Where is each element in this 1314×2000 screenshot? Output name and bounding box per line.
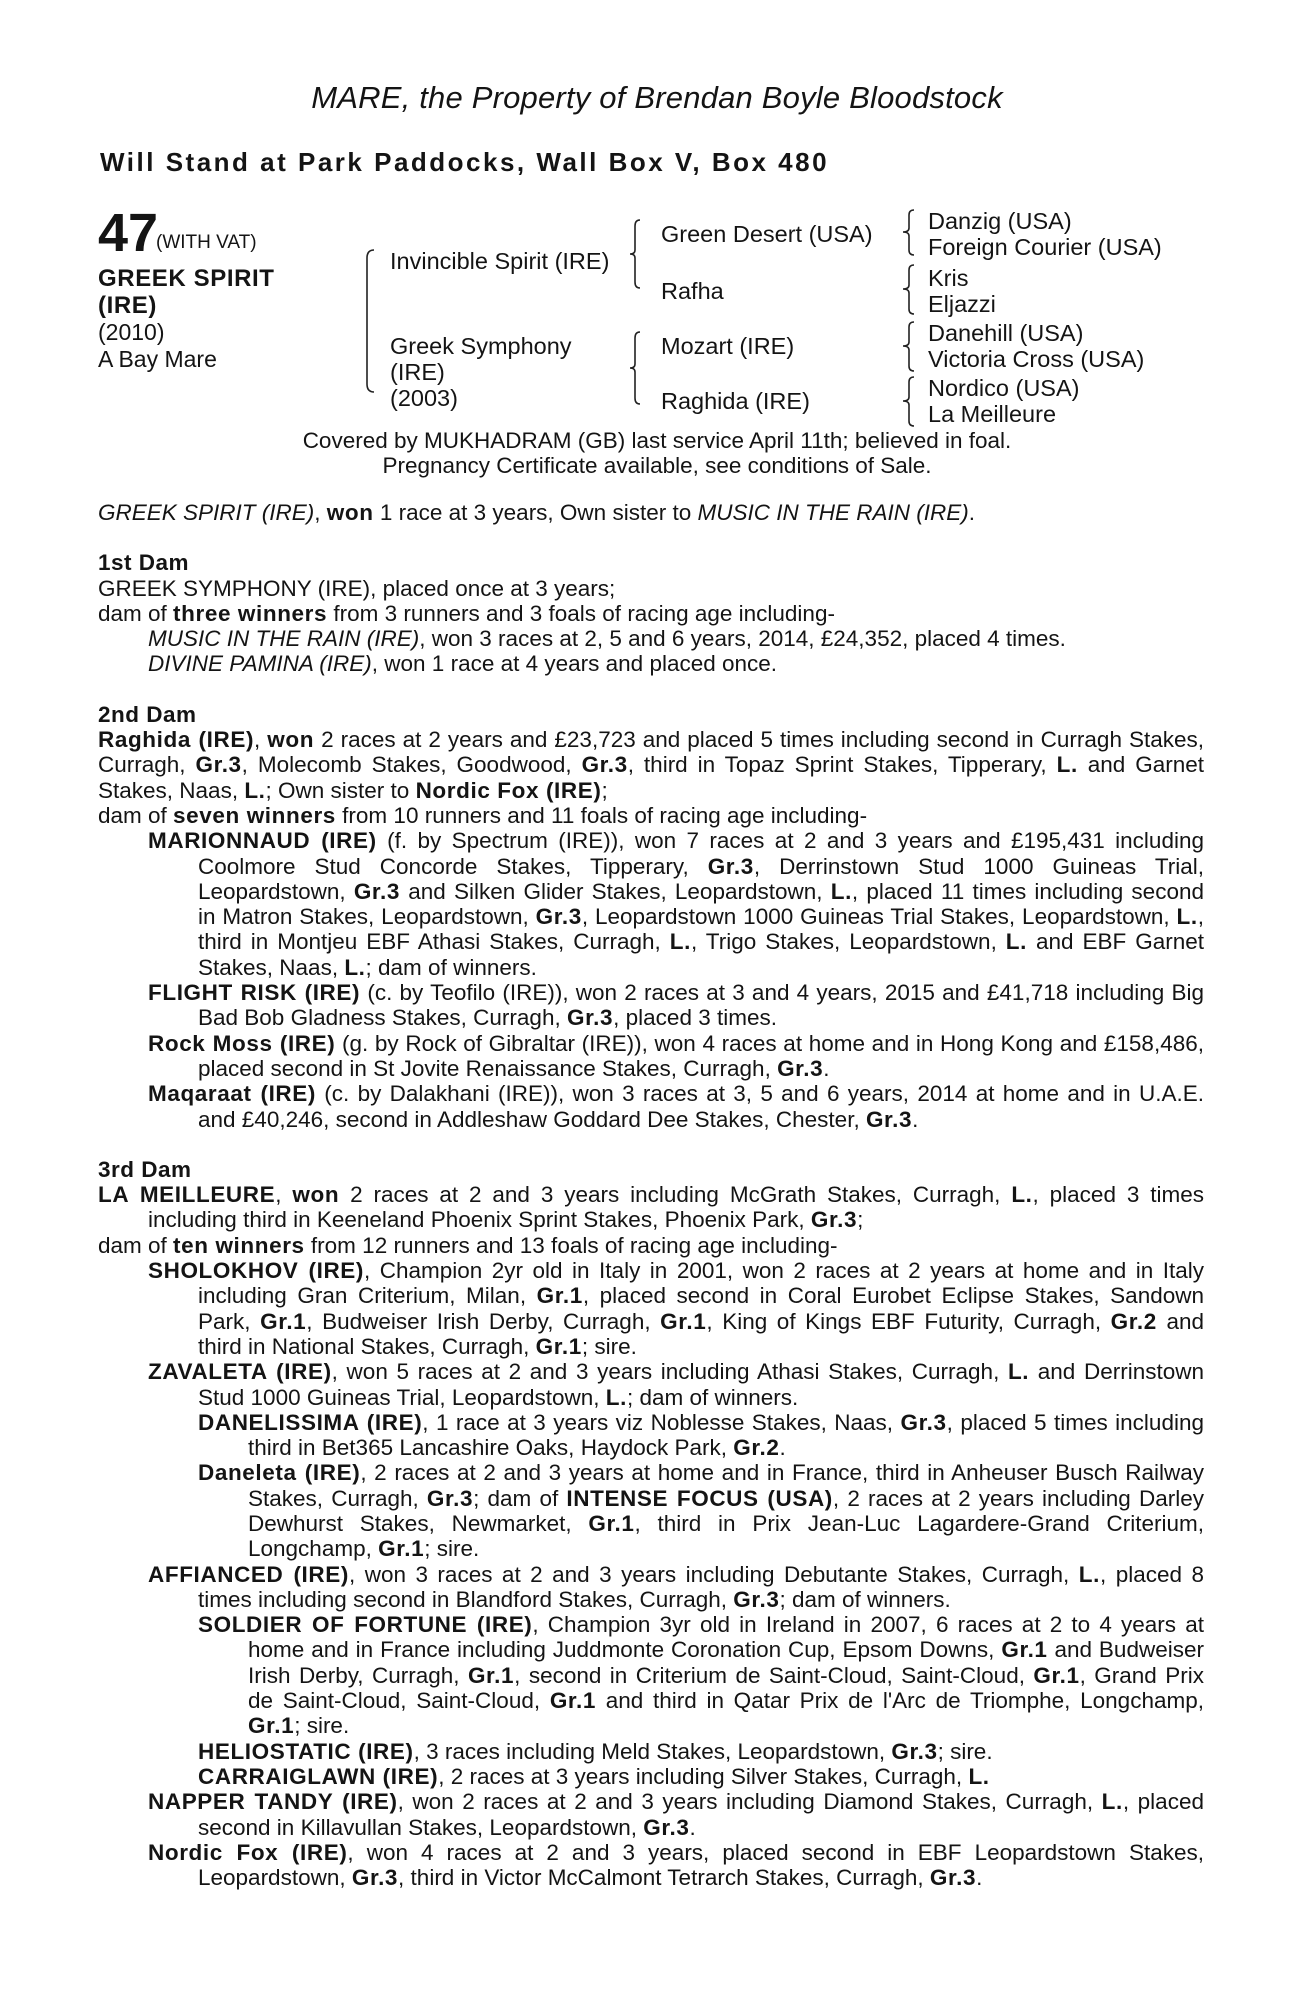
- dam3-la-meilleure: LA MEILLEURE, won 2 races at 2 and 3 years including McGrath Stakes, Curragh, L., placed 3 times including third in Keeneland Phoenix Sprint Stakes, Phoenix Park, Gr.3;: [98, 1182, 1204, 1233]
- pedigree-dam-line1: Greek Symphony: [390, 333, 572, 359]
- dam2-foal-rock-moss: Rock Moss (IRE) (g. by Rock of Gibraltar (IRE)), won 4 races at home and in Hong Kong and £158,486, placed second in St Jovite Renaissance Stakes, Curragh, Gr.3.: [148, 1030, 1204, 1081]
- pedigree-sire-dam: Rafha: [661, 278, 724, 304]
- dam3-grandfoal-carraiglawn: CARRAIGLAWN (IRE), 2 races at 3 years including Silver Stakes, Curragh, L.: [198, 1763, 990, 1789]
- mozart-bracket: [900, 320, 920, 374]
- pedigree-dam-sire: Mozart (IRE): [661, 333, 795, 359]
- pedigree-sire: Invincible Spirit (IRE): [390, 248, 610, 274]
- pedigree-sss: Danzig (USA): [928, 208, 1072, 234]
- dam2-raghida: Raghida (IRE), won 2 races at 2 years and £23,723 and placed 5 times including second in Curragh Stakes, Curragh, Gr.3, Molecomb Stakes, Goodwood, Gr.3, third in Topaz Sprint Stakes, Tipperary, L. and Garnet Stakes, Naas, L.; Own sister to Nordic Fox (IRE);: [98, 727, 1205, 803]
- raghida-bracket: [900, 375, 920, 429]
- dam3-produce: dam of ten winners from 12 runners and 13 foals of racing age including-: [98, 1232, 838, 1258]
- horse-description: A Bay Mare: [98, 346, 217, 372]
- covered-note: [0, 428, 1314, 478]
- pedigree-dsd: Victoria Cross (USA): [928, 346, 1145, 372]
- pedigree-dam-line3: (2003): [390, 385, 458, 411]
- covered-line1: Covered by MUKHADRAM (GB) last service April 11th; believed in foal.: [302, 428, 1012, 453]
- pedigree-dam-line2: (IRE): [390, 359, 445, 385]
- dam3-grandfoal-soldier-of-fortune: SOLDIER OF FORTUNE (IRE), Champion 3yr old in Ireland in 2007, 6 races at 2 to 4 years at home and in France including Juddmonte Coronation Cup, Epsom Downs, Gr.1 and Budweiser Irish Derby, Curragh, Gr.1, second in Criterium de Saint-Cloud, Saint-Cloud, Gr.1, Grand Prix de Saint-Cloud, Saint-Cloud, Gr.1 and third in Qatar Prix de l'Arc de Triomphe, Longchamp, Gr.1; sire.: [198, 1612, 1204, 1739]
- intro-line: GREEK SPIRIT (IRE), won 1 race at 3 years, Own sister to MUSIC IN THE RAIN (IRE).: [98, 500, 976, 525]
- rafha-bracket: [900, 263, 920, 317]
- dam3-grandfoal-heliostatic: HELIOSTATIC (IRE), 3 races including Meld Stakes, Leopardstown, Gr.3; sire.: [198, 1738, 993, 1764]
- dam2-heading: 2nd Dam: [98, 701, 197, 727]
- page-title: MARE, the Property of Brendan Boyle Bloodstock: [311, 80, 1003, 115]
- pedigree-sire-sire: Green Desert (USA): [661, 221, 873, 247]
- dam3-foal-zavaleta: ZAVALETA (IRE), won 5 races at 2 and 3 years including Athasi Stakes, Curragh, L. and Derrinstown Stud 1000 Guineas Trial, Leopardstown, L.; dam of winners.: [148, 1359, 1204, 1410]
- dam1-foal-divine: DIVINE PAMINA (IRE), won 1 race at 4 years and placed once.: [148, 651, 778, 677]
- dam3-foal-sholokhov: SHOLOKHOV (IRE), Champion 2yr old in Italy in 2001, won 2 races at 2 years at home and in Italy including Gran Criterium, Milan, Gr.1, placed second in Coral Eurobet Eclipse Stakes, Sandown Park, Gr.1, Budweiser Irish Derby, Curragh, Gr.1, King of Kings EBF Futurity, Curragh, Gr.2 and third in National Stakes, Curragh, Gr.1; sire.: [148, 1258, 1204, 1359]
- pedigree-sds: Kris: [928, 265, 969, 291]
- dam1-produce: dam of three winners from 3 runners and 3 foals of racing age including-: [98, 600, 835, 626]
- dam1-foal-music: MUSIC IN THE RAIN (IRE), won 3 races at 2, 5 and 6 years, 2014, £24,352, placed 4 times.: [148, 626, 1066, 652]
- sire-dam-bracket: [362, 248, 376, 394]
- dam-bracket: [628, 330, 648, 406]
- covered-line2: Pregnancy Certificate available, see conditions of Sale.: [382, 453, 932, 478]
- dam1-heading: 1st Dam: [98, 550, 190, 576]
- sire-bracket: [628, 218, 648, 290]
- dam2-foal-maqaraat: Maqaraat (IRE) (c. by Dalakhani (IRE)), won 3 races at 3, 5 and 6 years, 2014 at home and in U.A.E. and £40,246, second in Addleshaw Goddard Dee Stakes, Chester, Gr.3.: [148, 1081, 1204, 1132]
- dam3-grandfoal-danelissima: DANELISSIMA (IRE), 1 race at 3 years viz Noblesse Stakes, Naas, Gr.3, placed 5 times including third in Bet365 Lancashire Oaks, Haydock Park, Gr.2.: [198, 1409, 1204, 1461]
- dam2-foal-marionnaud: MARIONNAUD (IRE) (f. by Spectrum (IRE)), won 7 races at 2 and 3 years and £195,431 including Coolmore Stud Concorde Stakes, Tipperary, Gr.3, Derrinstown Stud 1000 Guineas Trial, Leopardstown, Gr.3 and Silken Glider Stakes, Leopardstown, L., placed 11 times including second in Matron Stakes, Leopardstown, Gr.3, Leopardstown 1000 Guineas Trial Stakes, Leopardstown, L., third in Montjeu EBF Athasi Stakes, Curragh, L., Trigo Stakes, Leopardstown, L. and EBF Garnet Stakes, Naas, L.; dam of winners.: [148, 828, 1205, 980]
- pedigree-dam: [390, 333, 572, 411]
- catalogue-body: [98, 500, 1204, 1890]
- pedigree-dds: Nordico (USA): [928, 375, 1080, 401]
- dam3-grandfoal-daneleta: Daneleta (IRE), 2 races at 2 and 3 years at home and in France, third in Anheuser Busch Railway Stakes, Curragh, Gr.3; dam of INTENSE FOCUS (USA), 2 races at 2 years including Darley Dewhurst Stakes, Newmarket, Gr.1, third in Prix Jean-Luc Lagardere-Grand Criterium, Longchamp, Gr.1; sire.: [198, 1460, 1205, 1562]
- pedigree-sdd: Eljazzi: [928, 291, 996, 317]
- pedigree-dam-dam: Raghida (IRE): [661, 388, 810, 414]
- green-desert-bracket: [900, 208, 920, 258]
- pedigree-dss: Danehill (USA): [928, 320, 1084, 346]
- lot-number: 47: [98, 203, 159, 263]
- pedigree-ssd: Foreign Courier (USA): [928, 234, 1162, 260]
- horse-year: (2010): [98, 319, 165, 345]
- vat-note: (WITH VAT): [156, 232, 257, 253]
- horse-name-line1: GREEK SPIRIT: [98, 265, 275, 292]
- dam3-foal-nordic-fox: Nordic Fox (IRE), won 4 races at 2 and 3 years, placed second in EBF Leopardstown Stakes, Leopardstown, Gr.3, third in Victor McCalmont Tetrarch Stakes, Curragh, Gr.3.: [148, 1839, 1204, 1891]
- pedigree-ddd: La Meilleure: [928, 401, 1057, 427]
- dam2-produce: dam of seven winners from 10 runners and 11 foals of racing age including-: [98, 802, 868, 828]
- horse-block: [98, 265, 275, 373]
- horse-name-line2: (IRE): [98, 292, 157, 319]
- dam1-line: GREEK SYMPHONY (IRE), placed once at 3 years;: [98, 575, 616, 601]
- dam3-foal-affianced: AFFIANCED (IRE), won 3 races at 2 and 3 years including Debutante Stakes, Curragh, L., placed 8 times including second in Blandford Stakes, Curragh, Gr.3; dam of winners.: [148, 1561, 1205, 1612]
- dam3-heading: 3rd Dam: [98, 1156, 192, 1182]
- stand-location: Will Stand at Park Paddocks, Wall Box V, Box 480: [100, 147, 830, 177]
- dam3-foal-napper-tandy: NAPPER TANDY (IRE), won 2 races at 2 and 3 years including Diamond Stakes, Curragh, L., placed second in Killavullan Stakes, Leopardstown, Gr.3.: [148, 1789, 1204, 1840]
- dam2-foal-flight-risk: FLIGHT RISK (IRE) (c. by Teofilo (IRE)), won 2 races at 3 and 4 years, 2015 and £41,718 including Big Bad Bob Gladness Stakes, Curragh, Gr.3, placed 3 times.: [148, 980, 1204, 1031]
